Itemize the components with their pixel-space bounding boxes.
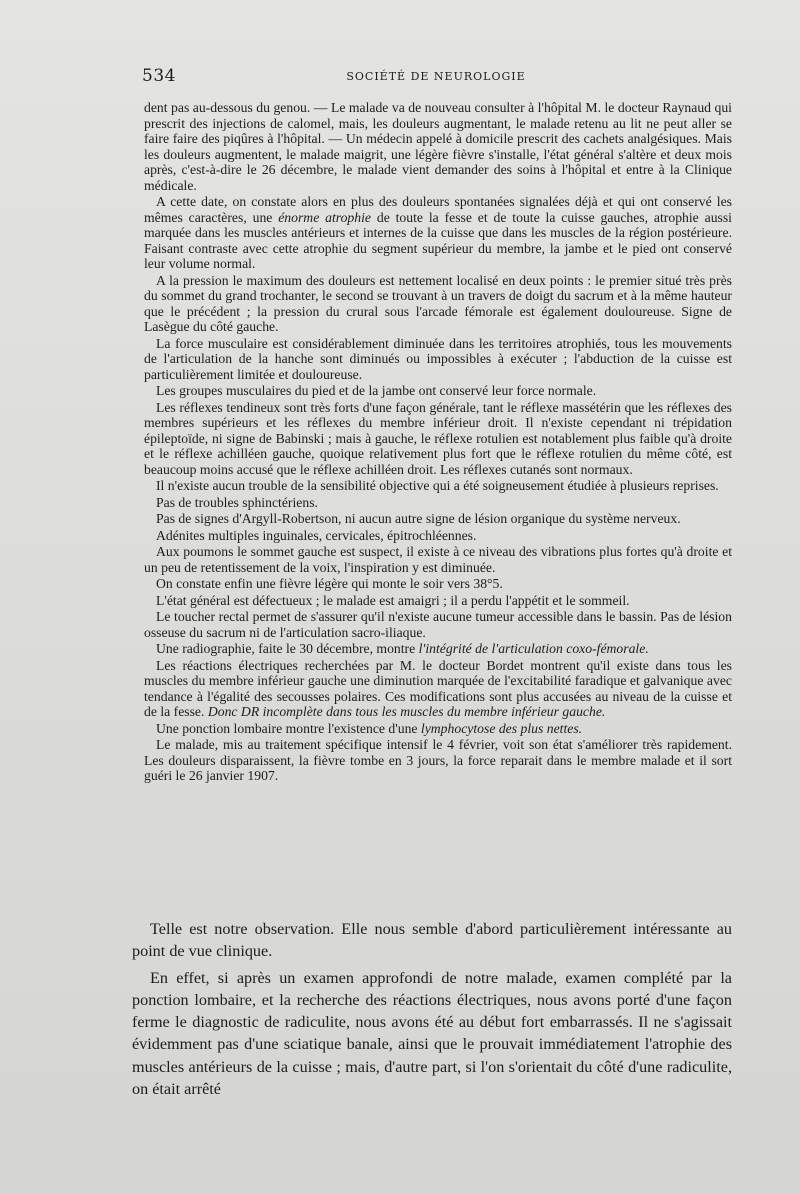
case-paragraph (144, 100, 732, 193)
paragraph-text: Pas de troubles sphinctériens. (156, 494, 318, 510)
case-paragraph (144, 593, 732, 609)
case-paragraph (144, 641, 732, 657)
italic-text: lymphocytose des plus nettes. (420, 720, 583, 736)
paragraph-text: Les réflexes tendineux sont très forts d'une façon générale, tant le réflexe massétérin que les réflexes des membres supérieurs et les réflexes du membre inférieur droit. Il n'existe cependant ni trépidation épileptoïde, ni signe de Babinski ; mais à gauche, le réflexe rotulien est notablement plus faible qu'à droite et le réflexe achilléen gauche, quoique relativement plus fort que le réflexe rotulien du même côté, est beaucoup moins accusé que le réflexe achilléen droit. Les réflexes cutanés sont normaux. (144, 399, 732, 477)
case-paragraph (144, 609, 732, 640)
case-paragraph (144, 273, 732, 335)
case-paragraph (144, 528, 732, 544)
paragraph-text: On constate enfin une fièvre légère qui monte le soir vers 38°5. (156, 576, 503, 591)
paragraph-text: Adénites multiples inguinales, cervicales, épitrochléennes. (156, 527, 477, 543)
running-title: SOCIÉTÉ DE NEUROLOGIE (346, 70, 526, 83)
page-header (142, 66, 730, 86)
paragraph-text: de toute la fesse et de toute la cuisse gauches, atrophie aussi marquée dans les muscles antérieurs et internes de la cuisse que dans les muscles de la région postérieure. Faisant contraste avec cette atrophie du segment supérieur du membre, la jambe et le pied ont conservé leur volume normal. (144, 209, 732, 271)
paragraph-text: dent pas au-dessous du genou. — Le malade va de nouveau consulter à l'hôpital M. le docteur Raynaud qui prescrit des injections de calomel, mais, les douleurs augmentant, le malade retenu au lit ne peut aller se faire faire des piqûres à l'hôpital. — Un médecin appelé à domicile prescrit des cachets analgésiques. Mais les douleurs augmentent, le malade maigrit, une légère fièvre s'installe, l'état général s'altère et deux mois après, c'est-à-dire le 26 décembre, le malade vient demander des soins à l'hôpital et entre à la Clinique médicale. (144, 100, 732, 193)
paragraph-text: A cette date, on constate alors en plus des douleurs spontanées signalées déjà et qui ont conservé les mêmes caractères, une (144, 194, 732, 225)
case-paragraph (144, 336, 732, 383)
case-paragraph (144, 495, 732, 511)
paragraph-text: Le malade, mis au traitement spécifique intensif le 4 février, voit son état s'améliorer très rapidement. Les douleurs disparaissent, la fièvre tombe en 3 jours, la force reparait dans le membre malade et il sort guéri le 26 janvier 1907. (144, 737, 732, 783)
paragraph-text: L'état général est défectueux ; le malade est amaigri ; il a perdu l'appétit et le sommeil. (156, 592, 630, 608)
case-paragraph (144, 478, 732, 494)
paragraph-text: La force musculaire est considérablement diminuée dans les territoires atrophiés, tous les mouvements de l'articulation de la hanche sont diminués ou impossibles à exécuter ; l'abduction de la cuisse est particulièrement limitée et douloureuse. (144, 335, 732, 382)
case-paragraph (144, 576, 732, 592)
paragraph-text: Aux poumons le sommet gauche est suspect, il existe à ce niveau des vibrations plus fortes qu'à droite et un peu de retentissement de la voix, l'inspiration y est diminuée. (144, 544, 732, 575)
case-paragraph (144, 737, 732, 784)
body-paragraph: En effet, si après un examen approfondi de notre malade, examen complété par la ponction lombaire, et la recherche des réactions électriques, nous avons porté d'une façon ferme le diagnostic de radiculite, nous avons été au début fort embarrassés. Il ne s'agissait évidemment pas d'une sciatique banale, ainsi que le prouvait immédiatement l'atrophie des muscles antérieurs de la cuisse ; mais, d'autre part, si l'on s'orientait du côté d'une radiculite, on était arrêté (132, 968, 732, 1099)
case-paragraph (144, 658, 732, 720)
paragraph-text: Pas de signes d'Argyll-Robertson, ni aucun autre signe de lésion organique du système nerveux. (156, 511, 681, 526)
paragraph-text: A la pression le maximum des douleurs est nettement localisé en deux points : le premier situé très près du sommet du grand trochanter, le second se trouvant à un travers de doigt du sacrum et à la même hauteur que le précédent ; la pression du crural sous l'arcade fémorale est également douloureuse. Signe de Lasègue du côté gauche. (144, 272, 732, 334)
body-text (132, 918, 732, 1104)
page-number: 534 (142, 66, 176, 86)
case-paragraph (144, 400, 732, 478)
case-paragraph (144, 544, 732, 575)
case-paragraph (144, 383, 732, 399)
case-paragraph (144, 194, 732, 272)
italic-text: énorme atrophie (278, 209, 371, 225)
paragraph-text: Les réactions électriques recherchées par M. le docteur Bordet montrent qu'il existe dans tous les muscles du membre inférieur gauche une diminution marquée de l'excitabilité faradique et galvanique avec tendance à l'égalité des secousses polaires. Ces modifications sont plus accusées au niveau de la cuisse et de la fesse. (144, 657, 732, 719)
paragraph-text: Une radiographie, faite le 30 décembre, montre (156, 641, 419, 656)
case-report-text (144, 100, 732, 785)
paragraph-text: Il n'existe aucun trouble de la sensibilité objective qui a été soigneusement étudiée à plusieurs reprises. (156, 478, 719, 493)
case-paragraph (144, 511, 732, 527)
paragraph-text: Le toucher rectal permet de s'assurer qu'il n'existe aucune tumeur accessible dans le bassin. Pas de lésion osseuse du sacrum ni de l'articulation sacro-iliaque. (144, 609, 732, 640)
paragraph-text: Une ponction lombaire montre l'existence d'une (156, 720, 421, 736)
italic-text: Donc DR incomplète dans tous les muscles du membre inférieur gauche. (207, 704, 606, 719)
paragraph-text: Les groupes musculaires du pied et de la jambe ont conservé leur force normale. (156, 383, 597, 398)
body-paragraph: Telle est notre observation. Elle nous semble d'abord particulièrement intéressante au point de vue clinique. (132, 920, 732, 961)
case-paragraph (144, 721, 732, 737)
italic-text: l'intégrité de l'articulation coxo-fémorale. (418, 641, 649, 656)
